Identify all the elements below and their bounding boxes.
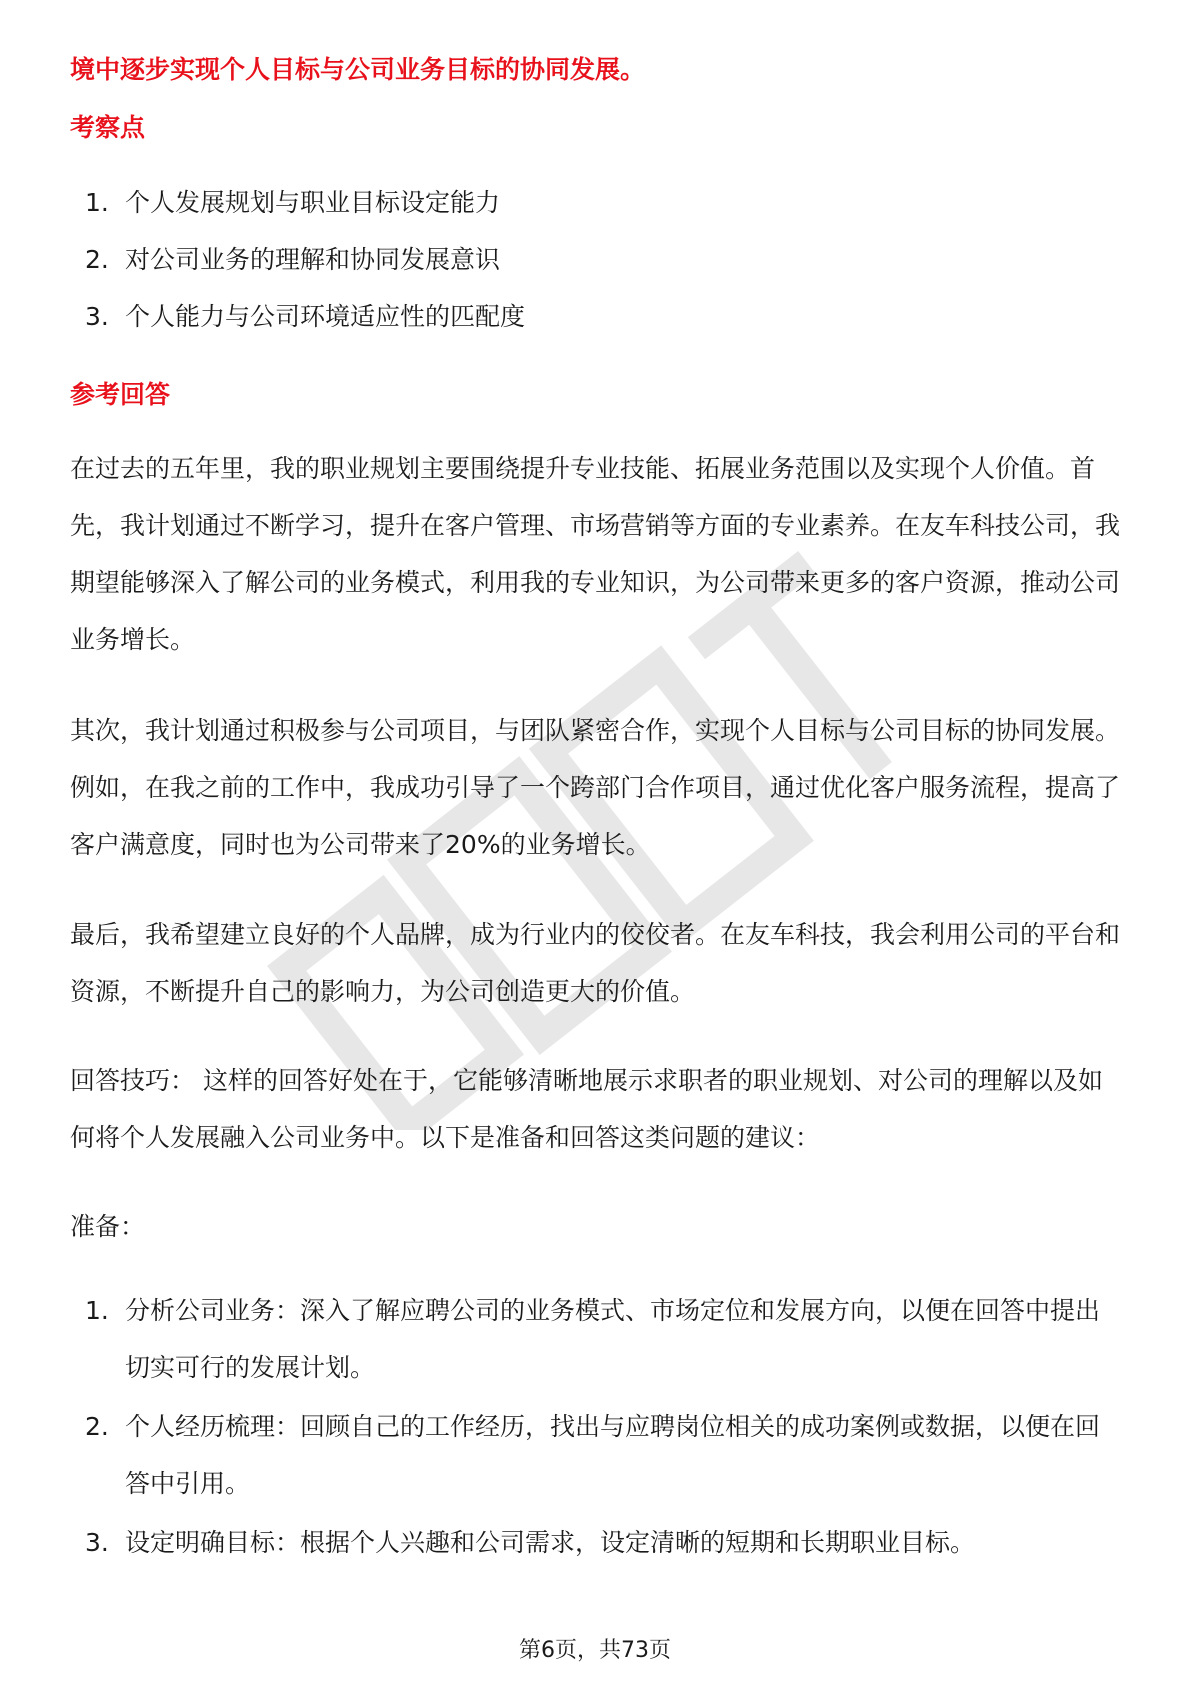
answer-paragraph: 在过去的五年里，我的职业规划主要围绕提升专业技能、拓展业务范围以及实现个人价值。首先，我计划通过不断学习，提升在客户管理、市场营销等方面的专业素养。在友车科技公司，我期望能够深入了解公司的业务模式，利用我的专业知识，为公司带来更多的客户资源，推动公司业务增长。 bbox=[70, 454, 1121, 654]
answer-paragraph: 其次，我计划通过积极参与公司项目，与团队紧密合作，实现个人目标与公司目标的协同发展。例如，在我之前的工作中，我成功引导了一个跨部门合作项目，通过优化客户服务流程，提高了客户满意度，同时也为公司带来了20%的业务增长。 bbox=[70, 716, 1121, 859]
list-item-text: 对公司业务的理解和协同发展意识 bbox=[125, 245, 501, 274]
list-item-number: 1. bbox=[85, 1296, 109, 1325]
section-title-examine: 考察点 bbox=[70, 113, 146, 142]
prep-label: 准备： bbox=[70, 1212, 146, 1241]
list-item bbox=[70, 1398, 1120, 1512]
intro-line: 境中逐步实现个人目标与公司业务目标的协同发展。 bbox=[70, 55, 646, 84]
list-item-text: 个人经历梳理：回顾自己的工作经历，找出与应聘岗位相关的成功案例或数据，以便在回答中引用。 bbox=[125, 1412, 1101, 1498]
list-item-number: 1. bbox=[85, 188, 109, 217]
list-item-number: 2. bbox=[85, 1412, 109, 1441]
prep-list bbox=[70, 1282, 1120, 1573]
page-footer: 第6页，共73页 bbox=[519, 1638, 671, 1663]
list-item bbox=[70, 231, 1120, 288]
list-item-text: 分析公司业务：深入了解应聘公司的业务模式、市场定位和发展方向，以便在回答中提出切实可行的发展计划。 bbox=[125, 1296, 1101, 1382]
answer-tips-paragraph: 回答技巧： 这样的回答好处在于，它能够清晰地展示求职者的职业规划、对公司的理解以及如何将个人发展融入公司业务中。以下是准备和回答这类问题的建议： bbox=[70, 1066, 1103, 1152]
examine-points-list bbox=[70, 174, 1120, 345]
list-item-text: 个人发展规划与职业目标设定能力 bbox=[125, 188, 501, 217]
section-title-answer: 参考回答 bbox=[70, 380, 171, 409]
list-item-number: 3. bbox=[85, 302, 109, 331]
list-item bbox=[70, 1282, 1120, 1396]
list-item bbox=[70, 1514, 1120, 1571]
answer-paragraph: 最后，我希望建立良好的个人品牌，成为行业内的佼佼者。在友车科技，我会利用公司的平台和资源，不断提升自己的影响力，为公司创造更大的价值。 bbox=[70, 920, 1121, 1006]
list-item-text: 个人能力与公司环境适应性的匹配度 bbox=[125, 302, 526, 331]
list-item-number: 3. bbox=[85, 1528, 109, 1557]
list-item-text: 设定明确目标：根据个人兴趣和公司需求，设定清晰的短期和长期职业目标。 bbox=[125, 1528, 976, 1557]
list-item-number: 2. bbox=[85, 245, 109, 274]
list-item bbox=[70, 288, 1120, 345]
list-item bbox=[70, 174, 1120, 231]
